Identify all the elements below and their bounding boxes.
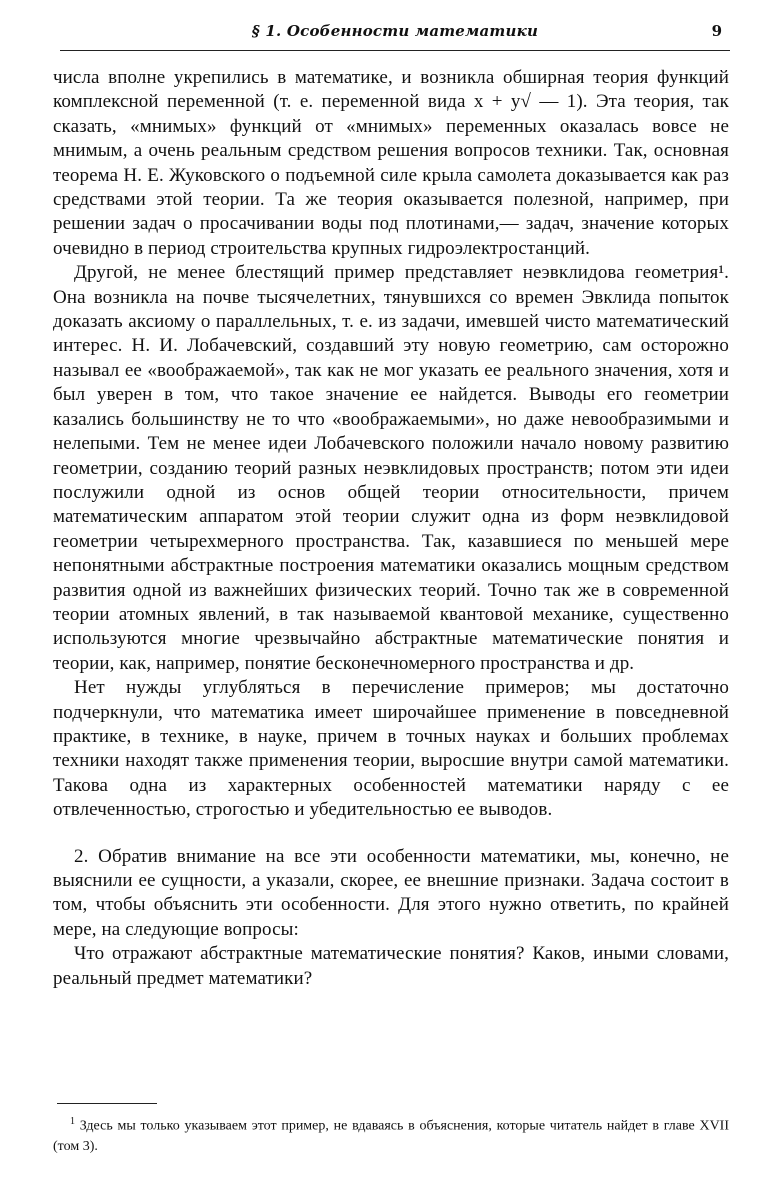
page-number: 9 [711,22,722,40]
paragraph-continuation: числа вполне укрепились в математике, и возникла обширная теория функций комплексной переменной (т. е. переменной вида x + y√ — 1). Эта теория, так сказать, «мнимых» функций от «мнимых» переменных оказалась вовсе не мнимым, а очень реальным средством решения вопросов техники. Так, основная теорема Н. Е. Жуковского о подъемной силе крыла самолета доказывается как раз средствами этой теории. Та же теория оказывается полезной, например, при решении задач о просачивании воды под плотинами,— задач, значение которых очевидно в период строительства крупных гидроэлектростанций. [53,67,729,259]
paragraph-examples: Нет нужды углубляться в перечисление примеров; мы достаточно подчеркнули, что математика имеет широчайшее применение в повседневной практике, в технике, в науке, причем в точных науках и больших проблемах техники находят также применения теории, выросшие внутри самой математики. Такова одна из характерных особенностей математики наряду с ее отвлеченностью, строгостью и убедительностью ее выводов. [53,677,729,821]
running-header [60,18,730,51]
footnote-mark: 1 [70,1116,75,1127]
paragraph-section-2: 2. Обратив внимание на все эти особенности математики, мы, конечно, не выяснили ее сущности, а указали, скорее, ее внешние признаки. Задача состоит в том, чтобы объяснить эти особенности. Для этого нужно ответить, по крайней мере, на следующие вопросы: [53,845,729,940]
running-title: § 1. Особенности математики [251,22,539,40]
paragraph-questions: Что отражают абстрактные математические понятия? Каков, иными словами, реальный предмет математики? [53,943,729,989]
paragraph-non-euclidean: Другой, не менее блестящий пример представляет неэвклидова геометрия¹. Она возникла на почве тысячелетних, тянувшихся со времен Эвклида попыток доказать аксиому о параллельных, т. е. из задачи, имевшей чисто математический интерес. Н. И. Лобачевский, создавший эту новую геометрию, сам осторожно называл ее «воображаемой», так как не мог указать ее реального значения, хотя и был уверен в том, что такое значение ее найдется. Выводы его геометрии казались большинству не то что «воображаемыми», но даже невообразимыми и нелепыми. Тем не менее идеи Лобачевского положили начало новому развитию геометрии, созданию теорий разных неэвклидовых пространств; потом эти идеи послужили одной из основ общей теории относительности, причем математическим аппаратом этой теории служит одна из форм неэвклидовой геометрии четырехмерного пространства. Так, казавшиеся по меньшей мере непонятными абстрактные построения математики оказались мощным средством развития одной из важнейших физических теорий. Точно так же в современной теории атомных явлений, в так называемой квантовой механике, существенно используются многие чрезвычайно абстрактные математические понятия и теории, как, например, понятие бесконечномерного пространства и др. [53,262,729,674]
footnote [53,1112,729,1157]
footnote-area [53,1103,729,1157]
footnote-text: Здесь мы только указываем этот пример, не вдаваясь в объяснения, которые читатель найдет в главе XVII (том 3). [53,1118,729,1154]
footnote-divider [57,1103,157,1104]
main-text [53,66,729,991]
